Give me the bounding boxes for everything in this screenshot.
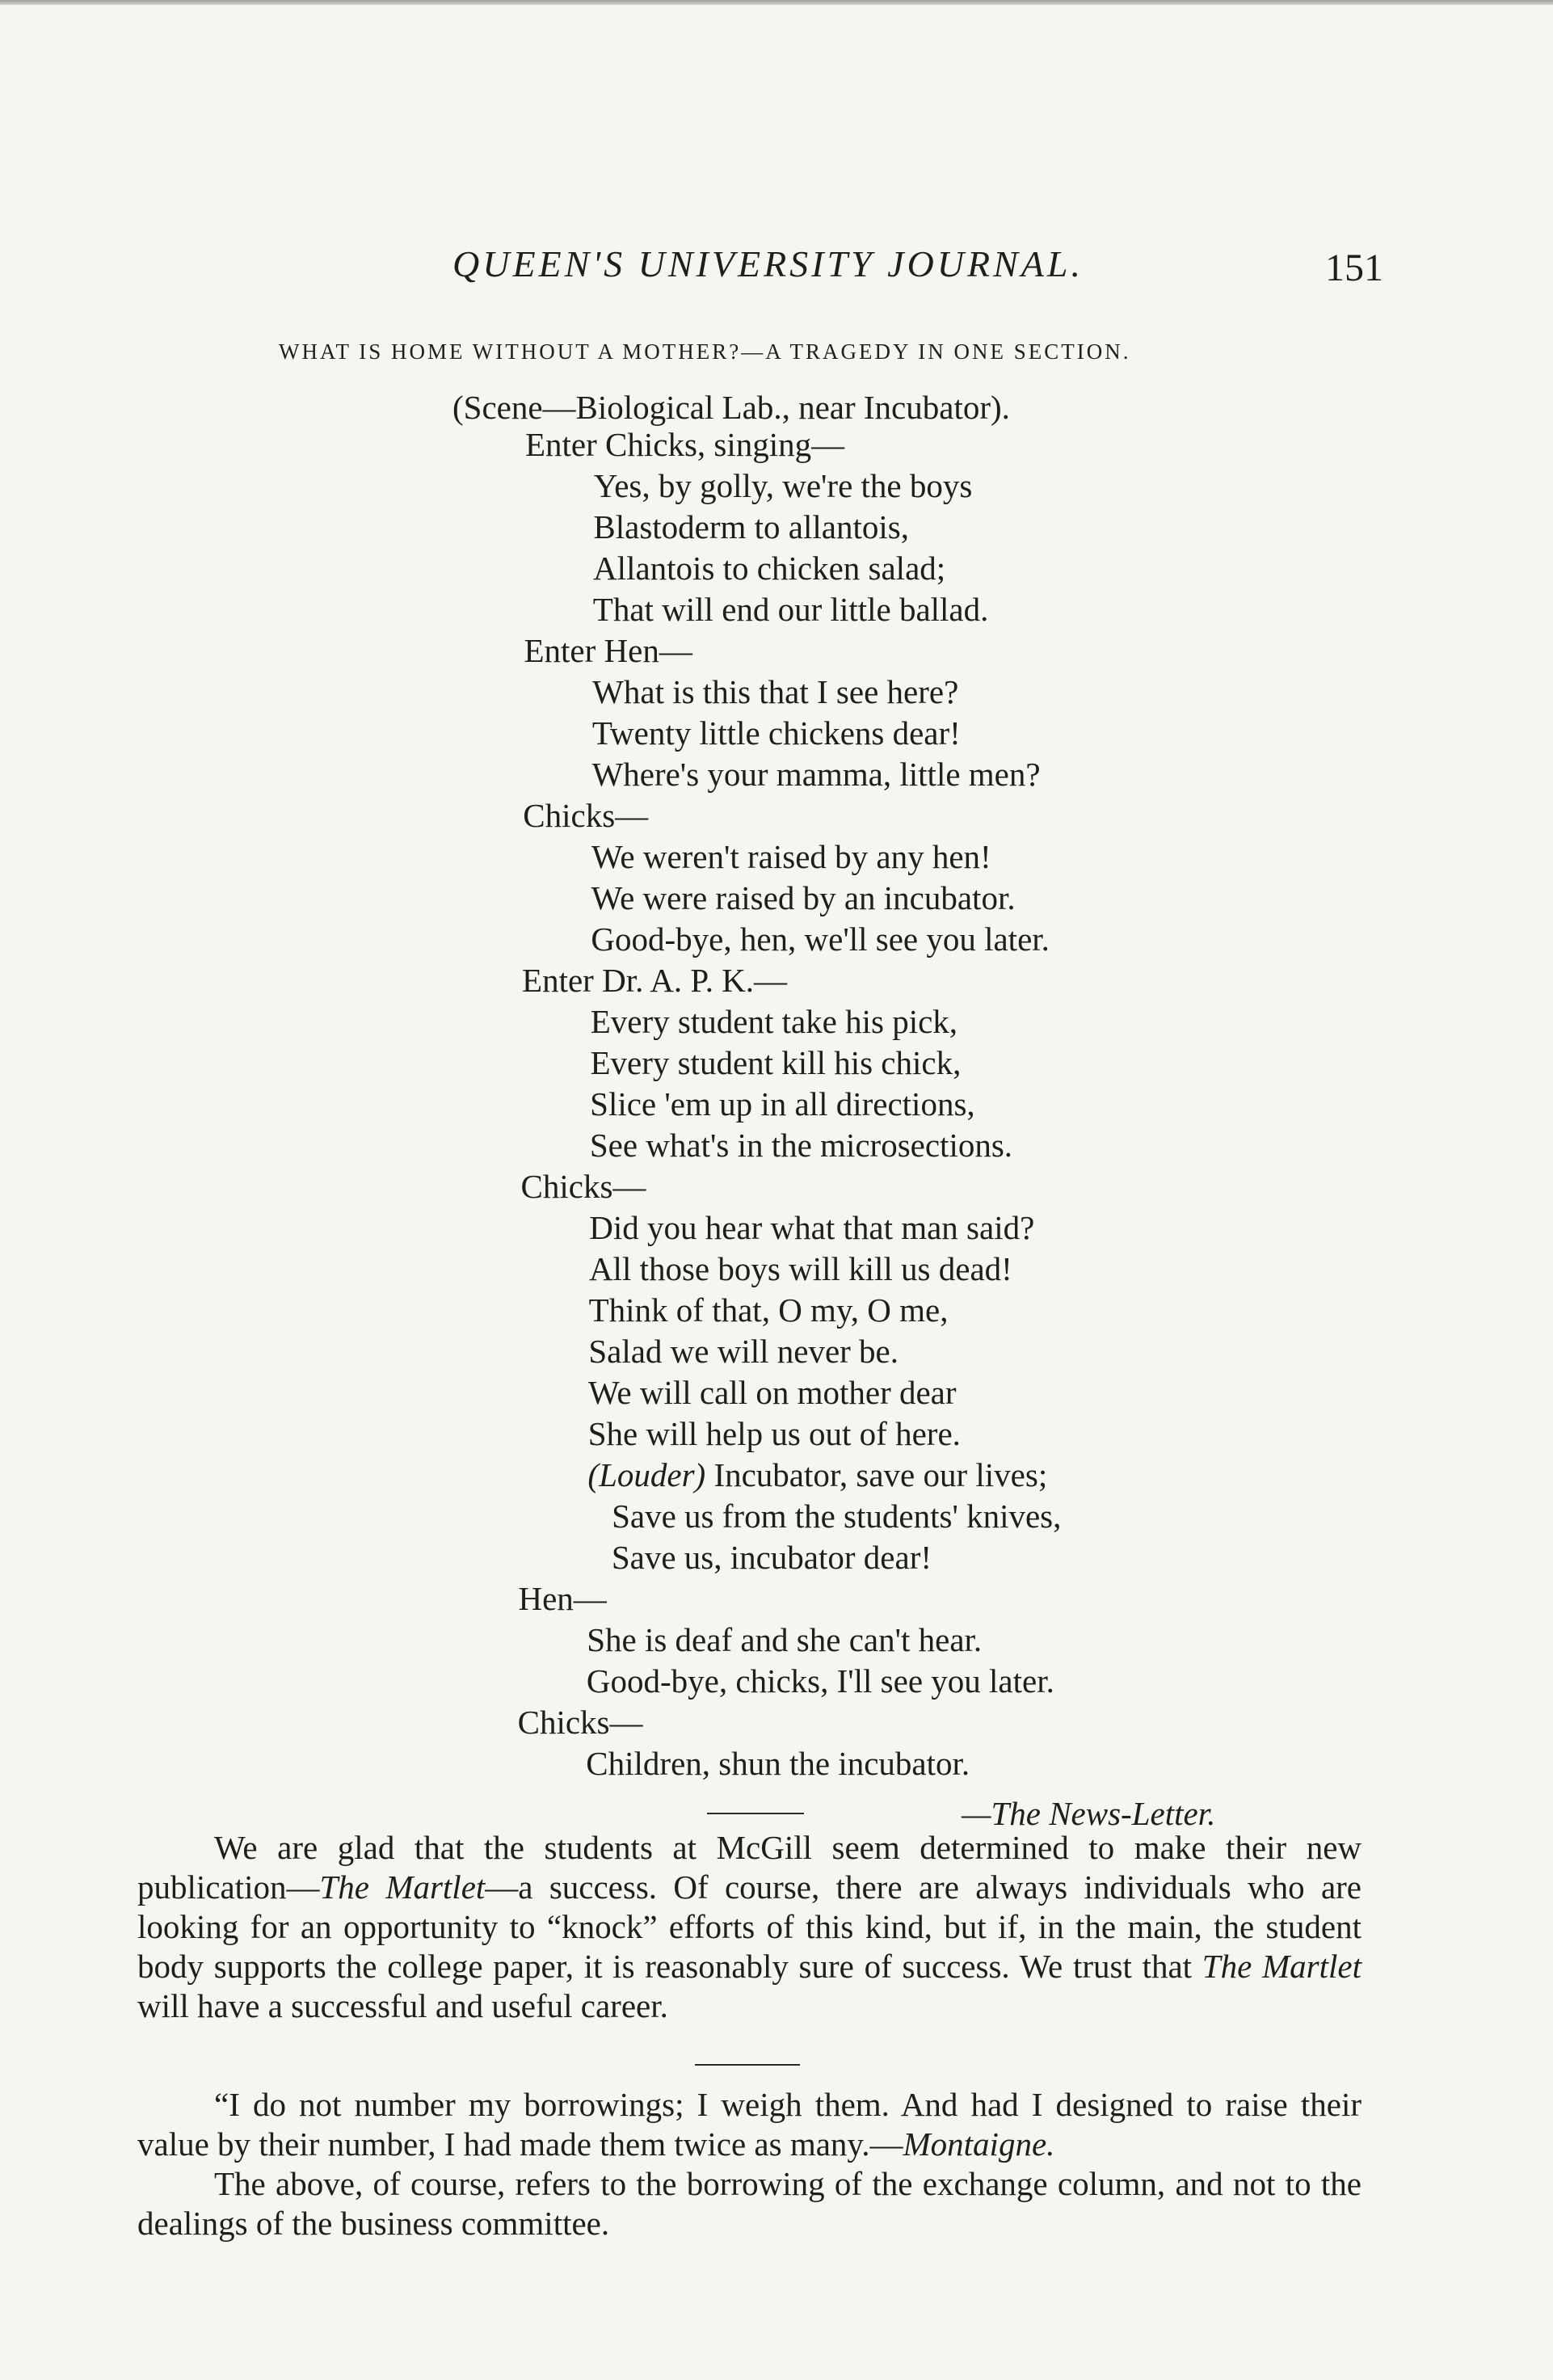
publication-title: The Martlet — [319, 1868, 486, 1906]
speaker-line: Enter Dr. A. P. K.— — [522, 962, 788, 999]
attribution-rule — [707, 1813, 804, 1814]
martlet-text: We are glad that the students at McGill seem determined to make their new publication—The Martlet—a success. Of course, there are always individuals who are looking for an opportunity to “knock” efforts of this kind, but if, in the main, the student body supports the college paper, it is reasonably sure of success. We trust that The Martlet will have a successful and useful career. — [137, 1829, 1362, 2024]
section-divider — [695, 2064, 800, 2066]
page-number: 151 — [1325, 246, 1383, 289]
verse-line: Good-bye, hen, we'll see you later. — [591, 920, 1050, 958]
verse-line: Save us from the students' knives, — [612, 1498, 1062, 1535]
verse-line — [587, 1456, 1048, 1493]
publication-title: The Martlet — [1202, 1948, 1362, 1985]
speaker-line: Enter Hen— — [524, 632, 692, 669]
speaker-line: Hen— — [518, 1580, 607, 1617]
article-heading: WHAT IS HOME WITHOUT A MOTHER?—A TRAGEDY IN ONE SECTION. — [279, 339, 1131, 364]
verse-line: Think of that, O my, O me, — [588, 1291, 949, 1329]
verse-line: See what's in the microsections. — [589, 1127, 1013, 1164]
martlet-paragraph — [137, 1828, 1362, 2026]
quote-author: Montaigne. — [903, 2125, 1055, 2163]
scene-direction: (Scene—Biological Lab., near Incubator). — [452, 389, 1010, 426]
verse-line: She is deaf and she can't hear. — [587, 1621, 983, 1658]
running-header — [0, 242, 1553, 291]
verse-line: We weren't raised by any hen! — [591, 838, 991, 875]
speaker-line: Chicks— — [523, 797, 649, 834]
verse-line: Salad we will never be. — [588, 1333, 899, 1370]
verse-line: Blastoderm to allantois, — [593, 508, 909, 546]
verse-line: What is this that I see here? — [592, 673, 959, 710]
verse-line: She will help us out of here. — [587, 1415, 961, 1452]
verse-line: Save us, incubator dear! — [611, 1539, 932, 1576]
montaigne-quote: “I do not number my borrowings; I weigh them. And had I designed to raise their value by their number, I had made them twice as many.—Montaigne. — [137, 2086, 1362, 2163]
verse-line: All those boys will kill us dead! — [588, 1250, 1012, 1287]
verse-line: Twenty little chickens dear! — [591, 714, 961, 752]
verse-line: Where's your mamma, little men? — [591, 756, 1041, 793]
verse-line: Slice 'em up in all directions, — [590, 1085, 975, 1123]
attribution: —The News-Letter. — [962, 1795, 1216, 1832]
verse-line: Every student take his pick, — [590, 1003, 958, 1040]
verse-line: Good-bye, chicks, I'll see you later. — [586, 1662, 1054, 1700]
quote-comment: The above, of course, refers to the borrowing of the exchange column, and not to the dealings of the business committee. — [137, 2165, 1362, 2242]
verse-text: Incubator, save our lives; — [705, 1456, 1048, 1493]
verse-line: Yes, by golly, we're the boys — [593, 467, 973, 504]
verse-line: We will call on mother dear — [588, 1374, 957, 1411]
speaker-line: Chicks— — [517, 1704, 643, 1741]
journal-title: QUEEN'S UNIVERSITY JOURNAL. — [452, 243, 1084, 284]
verse-line: Did you hear what that man said? — [589, 1209, 1035, 1246]
speaker-line: Chicks— — [520, 1168, 646, 1205]
stage-direction: (Louder) — [587, 1456, 706, 1493]
verse-line: Children, shun the incubator. — [586, 1745, 970, 1782]
quote-paragraph — [137, 2085, 1362, 2243]
verse-line: We were raised by an incubator. — [591, 879, 1016, 916]
verse-line: Every student kill his chick, — [590, 1044, 962, 1081]
verse-line: Allantois to chicken salad; — [593, 550, 946, 587]
speaker-line: Enter Chicks, singing— — [525, 426, 845, 463]
page-edge-rule — [0, 0, 1553, 5]
verse-line: That will end our little ballad. — [592, 591, 989, 628]
